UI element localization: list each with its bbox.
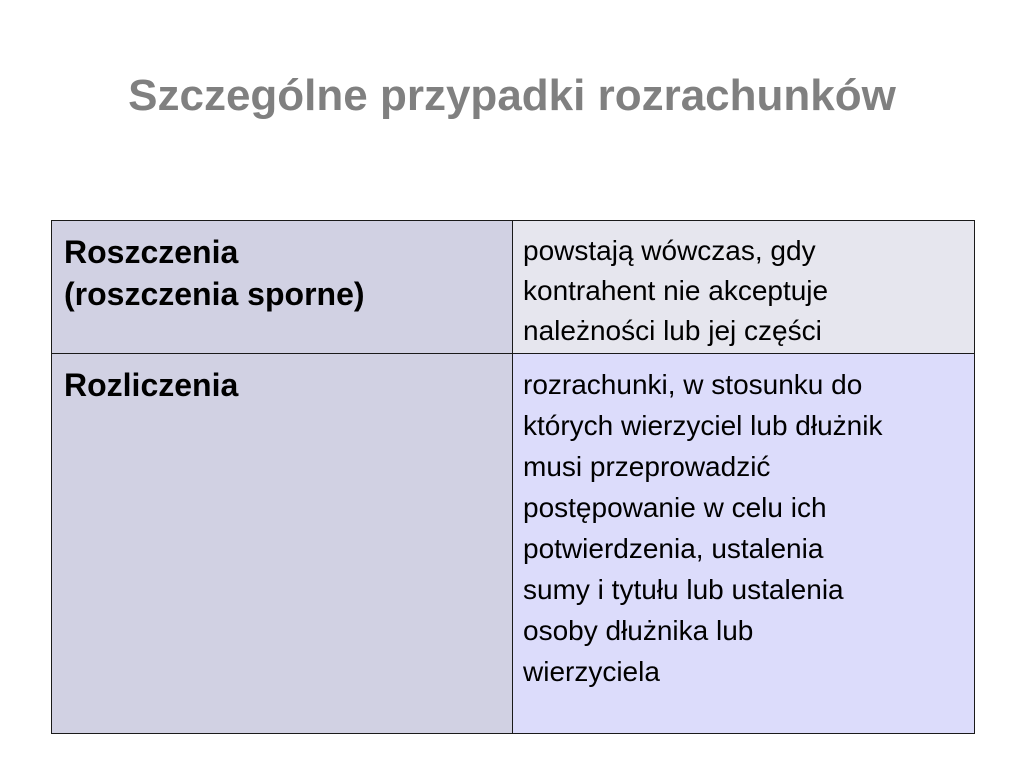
definition-text: należności lub jej części bbox=[523, 315, 822, 346]
definition-text: których wierzyciel lub dłużnik bbox=[523, 410, 883, 441]
definition-text: postępowanie w celu ich bbox=[523, 492, 827, 523]
definition-text: musi przeprowadzić bbox=[523, 451, 771, 482]
definition-text: wierzyciela bbox=[523, 656, 660, 687]
definition-text: sumy i tytułu lub ustalenia bbox=[523, 574, 844, 605]
term-cell-roszczenia bbox=[52, 221, 513, 354]
definition-text: osoby dłużnika lub bbox=[523, 615, 754, 646]
definitions-table bbox=[51, 220, 975, 734]
term-text: Roszczenia bbox=[64, 234, 239, 270]
table-row bbox=[52, 221, 975, 354]
slide-title: Szczególne przypadki rozrachunków bbox=[128, 71, 896, 120]
definition-text: rozrachunki, w stosunku do bbox=[523, 369, 863, 400]
term-text: Rozliczenia bbox=[64, 367, 239, 403]
term-cell-rozliczenia bbox=[52, 354, 513, 734]
definition-cell-roszczenia bbox=[513, 221, 975, 354]
definition-cell-rozliczenia bbox=[513, 354, 975, 734]
definition-text: kontrahent nie akceptuje bbox=[523, 275, 829, 306]
table-row bbox=[52, 354, 975, 734]
term-text: (roszczenia sporne) bbox=[64, 276, 365, 312]
definition-text: powstają wówczas, gdy bbox=[523, 235, 816, 266]
definition-text: potwierdzenia, ustalenia bbox=[523, 533, 824, 564]
